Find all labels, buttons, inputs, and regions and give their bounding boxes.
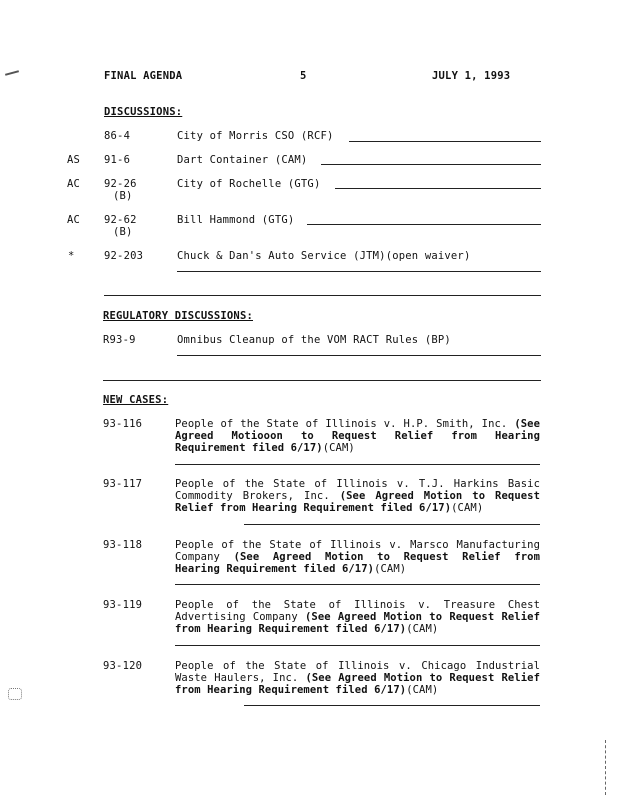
new-cases-heading: NEW CASES: (103, 394, 169, 406)
regulatory-heading: REGULATORY DISCUSSIONS: (103, 310, 253, 322)
agenda-date: JULY 1, 1993 (432, 70, 511, 82)
signature-line (177, 355, 541, 356)
case-mark: * (68, 250, 75, 262)
case-sub: (B) (113, 190, 133, 202)
case-number: 92-26 (104, 178, 137, 190)
case-number: 93-118 (103, 539, 143, 551)
case-title: City of Morris CSO (RCF) (177, 130, 334, 142)
case-number: 91-6 (104, 154, 131, 166)
case-description: People of the State of Illinois v. Treasure Chest Advertising Company (See Agreed Motion to Request Relief from Hearing Requirement filed 6/17)(CAM) (175, 599, 540, 635)
case-mark: AS (67, 154, 81, 166)
signature-line (175, 584, 540, 585)
case-number: 93-117 (103, 478, 143, 490)
section-divider (104, 295, 541, 296)
case-number: 92-203 (104, 250, 144, 262)
case-description: People of the State of Illinois v. Marsco Manufacturing Company (See Agreed Motion to Request Relief from Hearing Requirement filed 6/17)(CAM) (175, 539, 540, 575)
case-number: R93-9 (103, 334, 136, 346)
case-number: 93-120 (103, 660, 143, 672)
signature-line (175, 645, 540, 646)
scan-artifact (5, 70, 19, 76)
signature-line (244, 524, 540, 525)
signature-line (349, 141, 541, 142)
case-number: 93-116 (103, 418, 143, 430)
case-title: Bill Hammond (GTG) (177, 214, 295, 226)
page-number: 5 (300, 70, 307, 82)
scan-artifact (605, 740, 607, 795)
case-description: People of the State of Illinois v. Chicago Industrial Waste Haulers, Inc. (See Agreed Motion to Request Relief from Hearing Requirement filed 6/17)(CAM) (175, 660, 540, 696)
section-divider (103, 380, 541, 381)
signature-line (335, 188, 541, 189)
case-title: Omnibus Cleanup of the VOM RACT Rules (BP) (177, 334, 451, 346)
case-number: 92-62 (104, 214, 137, 226)
case-title: Dart Container (CAM) (177, 154, 308, 166)
scan-artifact (8, 688, 22, 700)
case-mark: AC (67, 178, 81, 190)
agenda-title: FINAL AGENDA (104, 70, 183, 82)
discussions-heading: DISCUSSIONS: (104, 106, 183, 118)
case-description: People of the State of Illinois v. H.P. Smith, Inc. (See Agreed Motiooon to Request Relief from Hearing Requirement filed 6/17)(CAM) (175, 418, 541, 454)
case-sub: (B) (113, 226, 133, 238)
signature-line (321, 164, 541, 165)
case-mark: AC (67, 214, 81, 226)
signature-line (244, 705, 540, 706)
case-title: City of Rochelle (GTG) (177, 178, 321, 190)
signature-line (307, 224, 541, 225)
case-description: People of the State of Illinois v. T.J. Harkins Basic Commodity Brokers, Inc. (See Agreed Motion to Request Relief from Hearing Requirement filed 6/17)(CAM) (175, 478, 541, 514)
case-number: 86-4 (104, 130, 131, 142)
case-title: Chuck & Dan's Auto Service (JTM)(open waiver) (177, 250, 471, 262)
signature-line (177, 271, 541, 272)
signature-line (175, 464, 540, 465)
case-number: 93-119 (103, 599, 143, 611)
